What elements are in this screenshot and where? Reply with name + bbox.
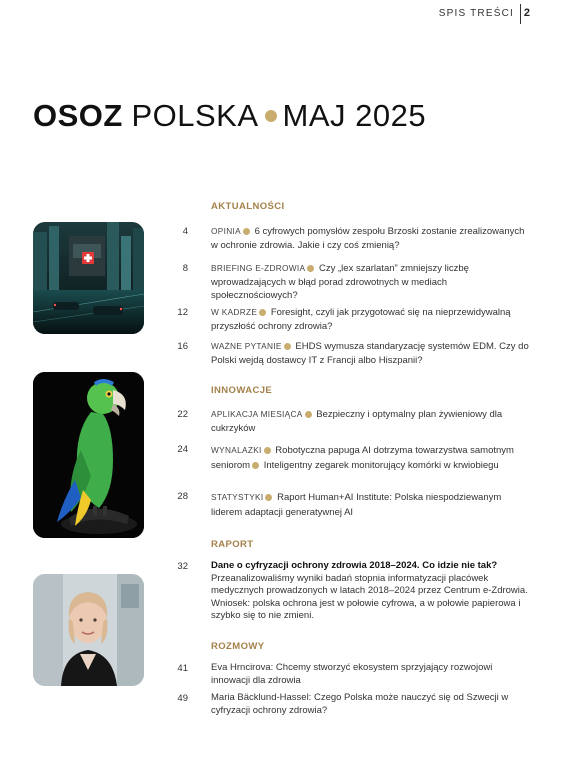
entry-text: Raport Human+AI Institute: Polska niespodziewanym liderem adaptacji generatywnej AI [211, 492, 502, 518]
entry-dot [284, 343, 291, 350]
entry-text: Czy „lex szarlatan” zmniejszy liczbę wprowadzających w błąd porad zdrowotnych w mediach społecznościowych? [211, 263, 469, 301]
entry-category: BRIEFING E-ZDROWIA [211, 263, 306, 273]
entry-category: STATYSTYKI [211, 492, 264, 502]
entry-headline: Dane o cyfryzacji ochrony zdrowia 2018–2024. Co idzie nie tak? [211, 560, 498, 571]
entry-dot [259, 309, 266, 316]
title-country: POLSKA [131, 98, 259, 133]
entry-page-number: 49 [177, 693, 188, 704]
entry-page-number: 8 [182, 263, 188, 274]
portrait-image [33, 574, 144, 686]
entry-dot [243, 228, 250, 235]
parrot-illustration [33, 372, 144, 538]
page-title [33, 100, 426, 131]
entry-dot [305, 411, 312, 418]
entry-page-number: 22 [177, 409, 188, 420]
section-heading-innowacje: INNOWACJE [211, 385, 273, 396]
entry-text: Robotyczna papuga AI dotrzyma towarzystwa samotnym seniorom [211, 445, 514, 471]
portrait-illustration [33, 574, 144, 686]
entry-text: Foresight, czyli jak przygotować się na nieprzewidywalną przyszłość ochrony zdrowia? [211, 307, 511, 332]
entry-page-number: 41 [177, 663, 188, 674]
parrot-image [33, 372, 144, 538]
city-illustration [33, 222, 144, 334]
entry-category: APLIKACJA MIESIĄCA [211, 409, 303, 419]
entry-category: WAŻNE PYTANIE [211, 341, 282, 351]
entry-text: EHDS wymusza standaryzację systemów EDM. Czy do Polski wejdą dostawcy IT z Francji albo Hiszpanii? [211, 341, 529, 366]
title-dot [265, 110, 277, 122]
header-divider [520, 4, 521, 24]
section-heading-raport: RAPORT [211, 539, 254, 550]
section-heading-rozmowy: ROZMOWY [211, 641, 265, 652]
entry-page-number: 4 [182, 226, 188, 237]
entry-dot [265, 494, 272, 501]
entry-page-number: 16 [177, 341, 188, 352]
section-heading-aktualnosci: AKTUALNOŚCI [211, 201, 285, 212]
header-section-label: SPIS TREŚCI [438, 8, 514, 19]
entry-text: Przeanalizowaliśmy wyniki badań stopnia informatyzacji placówek medycznych prowadzonych w latach 2018–2024 przez Centrum e-Zdrowia. Wniosek: polska ochrona jest w połowie cyfrowa, a w połowie papierowa i szybko się to nie zmieni. [211, 572, 528, 621]
entry-category: W KADRZE [211, 307, 258, 317]
entry-text-secondary: Inteligentny zegarek monitorujący komórki w krwiobiegu [263, 460, 499, 471]
entry-page-number: 28 [177, 491, 188, 502]
title-issue: MAJ 2025 [282, 98, 427, 133]
entry-dot [264, 447, 271, 454]
entry-category: WYNALAZKI [211, 445, 262, 455]
page-number: 2 [523, 7, 530, 19]
entry-page-number: 32 [177, 561, 188, 572]
entry-text: Eva Hrncirova: Chcemy stworzyć ekosystem sprzyjający rozwojowi innowacji dla zdrowia [211, 662, 493, 686]
city-image [33, 222, 144, 334]
entry-page-number: 12 [177, 307, 188, 318]
entry-text: Maria Bäcklund-Hassel: Czego Polska może nauczyć się od Szwecji w cyfryzacji ochrony zdrowia? [211, 692, 509, 716]
title-brand: OSOZ [33, 98, 123, 133]
entry-text: Bezpieczny i optymalny plan żywieniowy dla cukrzyków [211, 409, 503, 434]
entry-dot [252, 462, 259, 469]
entry-page-number: 24 [177, 444, 188, 455]
entry-dot [307, 265, 314, 272]
entry-category: OPINIA [211, 226, 241, 236]
entry-text: 6 cyfrowych pomysłów zespołu Brzoski zostanie zrealizowanych w ochronie zdrowia. Jakie i czy coś zmienią? [211, 226, 525, 251]
